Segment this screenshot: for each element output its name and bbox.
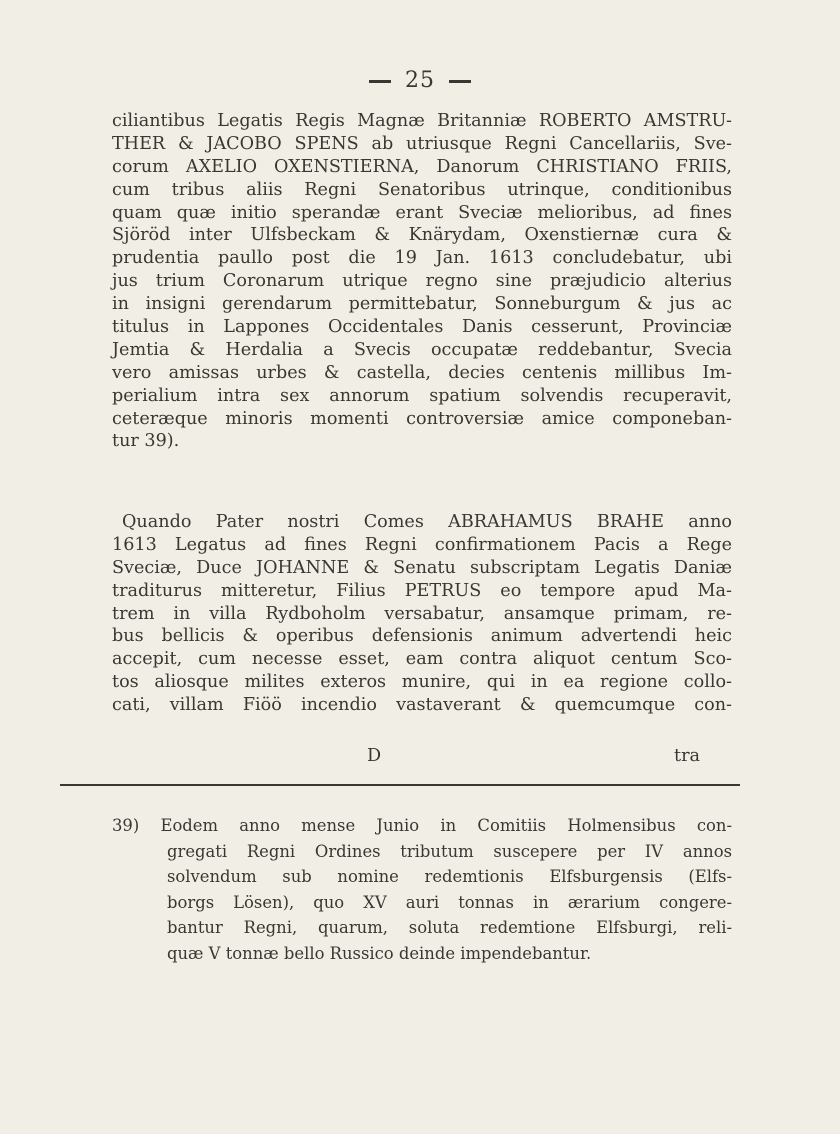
catchword: tra [674,746,700,766]
paragraph-1 [112,110,732,453]
footnote [112,813,732,967]
text-line: traditurus mitteretur, Filius PETRUS eo tempore apud Ma- [112,580,732,601]
text-line: Jemtia & Herdalia a Svecis occupatæ reddebantur, Svecia [112,339,732,360]
text-line: tos aliosque milites exteros munire, qui in ea regione collo- [112,672,732,693]
footnote-line: bantur Regni, quarum, soluta redemtione Elfsburgi, reli- [167,918,732,938]
text-line: trem in villa Rydboholm versabatur, ansamque primam, re- [112,603,732,624]
page-number: 25 [405,68,435,93]
text-line: ciliantibus Legatis Regis Magnæ Britanniæ ROBERTO AMSTRU- [112,111,732,131]
text-line: Sjöröd inter Ulfsbeckam & Knärydam, Oxenstiernæ cura & [112,225,732,246]
text-line: corum AXELIO OXENSTIERNA, Danorum CHRISTIANO FRIIS, [112,156,732,177]
text-line: prudentia paullo post die 19 Jan. 1613 concludebatur, ubi [112,248,732,269]
text-line: cati, villam Fiöö incendio vastaverant & quemcumque con- [112,695,732,716]
text-line: quam quæ initio sperandæ erant Sveciæ melioribus, ad fines [112,202,732,223]
text-line: accepit, cum necesse esset, eam contra aliquot centum Sco- [112,649,732,670]
footnote-divider [60,784,740,786]
signature-mark: D [367,746,382,766]
paragraph-2 [112,511,732,717]
text-line: perialium intra sex annorum spatium solvendis recuperavit, [112,385,732,406]
text-line: THER & JACOBO SPENS ab utriusque Regni Cancellariis, Sve- [112,133,732,154]
text-line: Quando Pater nostri Comes ABRAHAMUS BRAHE anno [122,512,732,532]
footnote-line: borgs Lösen), quo XV auri tonnas in ærarium congere- [167,892,732,912]
text-line: in insigni gerendarum permittebatur, Sonneburgum & jus ac [112,294,732,315]
text-line: bus bellicis & operibus defensionis animum advertendi heic [112,626,732,647]
text-line: jus trium Coronarum utrique regno sine præjudicio alterius [112,271,732,292]
footnote-line: gregati Regni Ordines tributum suscepere per IV annos [167,841,732,861]
page-footer-marks [112,746,732,769]
header-dash-left [369,80,391,83]
footnote-line: quæ V tonnæ bello Russico deinde impendebantur. [167,943,592,963]
footnote-line: solvendum sub nomine redemtionis Elfsburgensis (Elfs- [167,867,732,887]
text-line: ceteræque minoris momenti controversiæ amice componeban- [112,408,732,429]
text-line: Sveciæ, Duce JOHANNE & Senatu subscriptam Legatis Daniæ [112,557,732,578]
text-line: 1613 Legatus ad fines Regni confirmationem Pacis a Rege [112,534,732,555]
text-line: cum tribus aliis Regni Senatoribus utrinque, conditionibus [112,179,732,200]
text-line: tur 39). [112,431,180,452]
footnote-line: 39) Eodem anno mense Junio in Comitiis Holmensibus con- [112,816,732,835]
text-line: vero amissas urbes & castella, decies centenis millibus Im- [112,362,732,383]
page-header [0,68,840,93]
header-dash-right [449,80,471,83]
text-line: titulus in Lappones Occidentales Danis cesserunt, Provinciæ [112,317,732,338]
